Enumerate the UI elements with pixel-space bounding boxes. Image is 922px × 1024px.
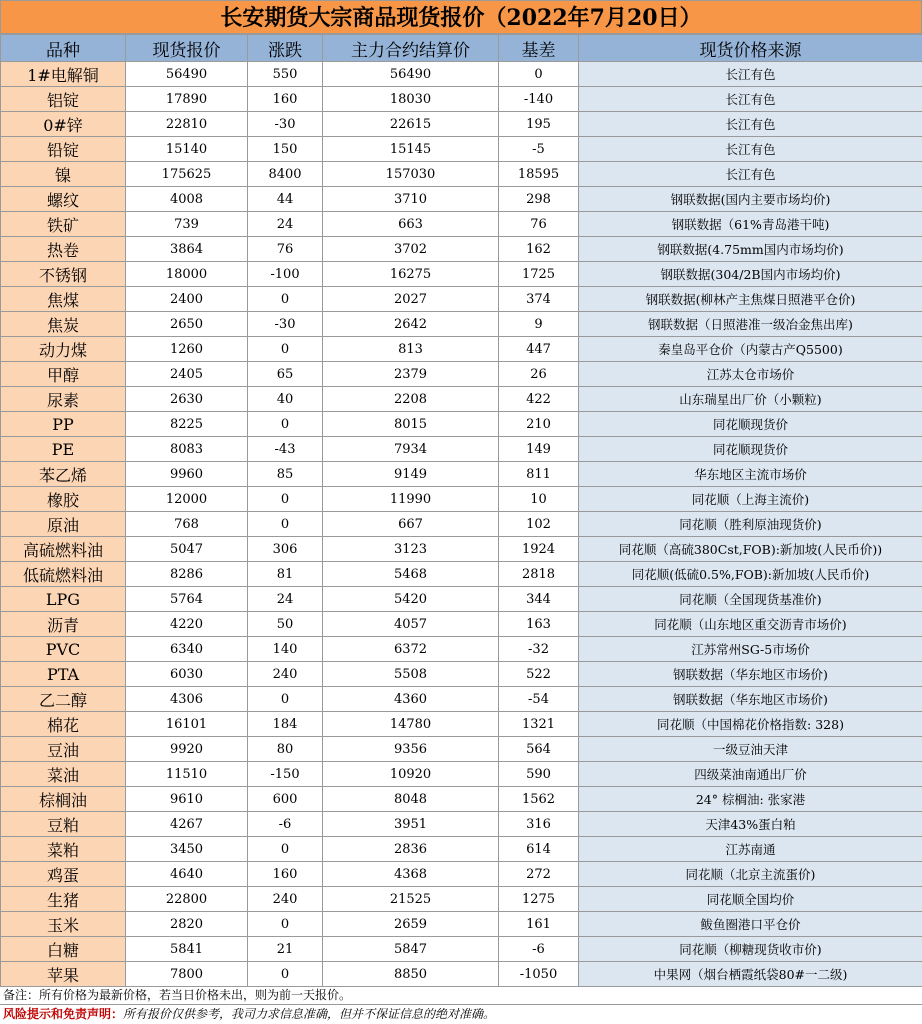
spot-price-cell: 2630 <box>126 387 248 412</box>
source-cell: 同花顺（上海主流价) <box>579 487 922 512</box>
settle-price-cell: 2642 <box>323 312 499 337</box>
table-row <box>1 862 922 887</box>
table-row <box>1 512 922 537</box>
change-cell: 160 <box>248 87 323 112</box>
table-row <box>1 712 922 737</box>
table-row <box>1 287 922 312</box>
spot-price-cell: 56490 <box>126 62 248 87</box>
spot-price-cell: 22810 <box>126 112 248 137</box>
change-cell: -100 <box>248 262 323 287</box>
settle-price-cell: 2379 <box>323 362 499 387</box>
spot-price-cell: 17890 <box>126 87 248 112</box>
source-cell: 中果网（烟台栖霞纸袋80#一二级) <box>579 962 922 987</box>
basis-cell: -1050 <box>499 962 579 987</box>
variety-cell: 玉米 <box>1 912 126 937</box>
source-cell: 长江有色 <box>579 162 922 187</box>
source-cell: 秦皇岛平仓价（内蒙古产Q5500) <box>579 337 922 362</box>
basis-cell: 447 <box>499 337 579 362</box>
spot-price-cell: 15140 <box>126 137 248 162</box>
variety-cell: 沥青 <box>1 612 126 637</box>
source-cell: 同花顺（北京主流蛋价) <box>579 862 922 887</box>
basis-cell: 102 <box>499 512 579 537</box>
change-cell: 0 <box>248 412 323 437</box>
change-cell: 80 <box>248 737 323 762</box>
basis-cell: -32 <box>499 637 579 662</box>
basis-cell: 374 <box>499 287 579 312</box>
change-cell: 0 <box>248 512 323 537</box>
spot-price-cell: 16101 <box>126 712 248 737</box>
table-row <box>1 787 922 812</box>
spot-price-cell: 7800 <box>126 962 248 987</box>
basis-cell: 272 <box>499 862 579 887</box>
table-row <box>1 537 922 562</box>
change-cell: -30 <box>248 312 323 337</box>
change-cell: 0 <box>248 837 323 862</box>
source-cell: 钢联数据（日照港准一级冶金焦出库) <box>579 312 922 337</box>
basis-cell: -140 <box>499 87 579 112</box>
settle-price-cell: 7934 <box>323 437 499 462</box>
settle-price-cell: 3710 <box>323 187 499 212</box>
basis-cell: 564 <box>499 737 579 762</box>
basis-cell: 210 <box>499 412 579 437</box>
table-row <box>1 212 922 237</box>
settle-price-cell: 9356 <box>323 737 499 762</box>
table-row <box>1 87 922 112</box>
change-cell: 24 <box>248 212 323 237</box>
source-cell: 长江有色 <box>579 62 922 87</box>
spot-price-cell: 4640 <box>126 862 248 887</box>
variety-cell: 甲醇 <box>1 362 126 387</box>
spot-price-cell: 11510 <box>126 762 248 787</box>
source-cell: 钢联数据(国内主要市场均价) <box>579 187 922 212</box>
change-cell: 21 <box>248 937 323 962</box>
change-cell: 0 <box>248 962 323 987</box>
source-cell: 山东瑞星出厂价（小颗粒) <box>579 387 922 412</box>
table-row <box>1 762 922 787</box>
spot-price-cell: 2820 <box>126 912 248 937</box>
source-cell: 同花顺（柳糖现货收市价) <box>579 937 922 962</box>
change-cell: 160 <box>248 862 323 887</box>
basis-cell: 1275 <box>499 887 579 912</box>
source-cell: 长江有色 <box>579 137 922 162</box>
settle-price-cell: 22615 <box>323 112 499 137</box>
source-cell: 钢联数据（华东地区市场价) <box>579 687 922 712</box>
settle-price-cell: 5508 <box>323 662 499 687</box>
change-cell: -43 <box>248 437 323 462</box>
spot-price-cell: 175625 <box>126 162 248 187</box>
source-cell: 同花顺（胜利原油现货价) <box>579 512 922 537</box>
header-price-source: 现货价格来源 <box>579 35 922 62</box>
basis-cell: 590 <box>499 762 579 787</box>
notes <box>0 987 922 1023</box>
spot-price-cell: 739 <box>126 212 248 237</box>
settle-price-cell: 18030 <box>323 87 499 112</box>
basis-cell: 26 <box>499 362 579 387</box>
variety-cell: 1#电解铜 <box>1 62 126 87</box>
change-cell: 24 <box>248 587 323 612</box>
source-cell: 一级豆油天津 <box>579 737 922 762</box>
change-cell: 44 <box>248 187 323 212</box>
change-cell: 150 <box>248 137 323 162</box>
variety-cell: 铝锭 <box>1 87 126 112</box>
price-table <box>0 34 922 987</box>
variety-cell: 0#锌 <box>1 112 126 137</box>
risk-label: 风险提示和免责声明： <box>3 1007 124 1021</box>
spot-price-cell: 4306 <box>126 687 248 712</box>
source-cell: 天津43%蛋白粕 <box>579 812 922 837</box>
change-cell: 0 <box>248 912 323 937</box>
basis-cell: 344 <box>499 587 579 612</box>
spot-price-cell: 4220 <box>126 612 248 637</box>
source-cell: 24° 棕榈油: 张家港 <box>579 787 922 812</box>
basis-cell: 2818 <box>499 562 579 587</box>
settle-price-cell: 2208 <box>323 387 499 412</box>
table-row <box>1 112 922 137</box>
variety-cell: 热卷 <box>1 237 126 262</box>
change-cell: 306 <box>248 537 323 562</box>
settle-price-cell: 16275 <box>323 262 499 287</box>
spot-price-cell: 2405 <box>126 362 248 387</box>
settle-price-cell: 56490 <box>323 62 499 87</box>
table-row <box>1 912 922 937</box>
basis-cell: 811 <box>499 462 579 487</box>
table-row <box>1 187 922 212</box>
source-cell: 钢联数据(4.75mm国内市场均价) <box>579 237 922 262</box>
spot-price-cell: 3450 <box>126 837 248 862</box>
variety-cell: 低硫燃料油 <box>1 562 126 587</box>
header-spot-price: 现货报价 <box>126 35 248 62</box>
change-cell: 240 <box>248 662 323 687</box>
spot-price-cell: 768 <box>126 512 248 537</box>
table-row <box>1 887 922 912</box>
variety-cell: PP <box>1 412 126 437</box>
change-cell: 600 <box>248 787 323 812</box>
basis-cell: 422 <box>499 387 579 412</box>
variety-cell: 橡胶 <box>1 487 126 512</box>
change-cell: -30 <box>248 112 323 137</box>
variety-cell: 棕榈油 <box>1 787 126 812</box>
spot-price-cell: 9920 <box>126 737 248 762</box>
table-row <box>1 262 922 287</box>
header-variety: 品种 <box>1 35 126 62</box>
change-cell: 184 <box>248 712 323 737</box>
variety-cell: 菜油 <box>1 762 126 787</box>
table-row <box>1 962 922 987</box>
settle-price-cell: 4360 <box>323 687 499 712</box>
change-cell: 50 <box>248 612 323 637</box>
settle-price-cell: 10920 <box>323 762 499 787</box>
change-cell: 85 <box>248 462 323 487</box>
settle-price-cell: 5468 <box>323 562 499 587</box>
variety-cell: 焦炭 <box>1 312 126 337</box>
spot-price-cell: 5047 <box>126 537 248 562</box>
basis-cell: -6 <box>499 937 579 962</box>
variety-cell: 铅锭 <box>1 137 126 162</box>
variety-cell: 不锈钢 <box>1 262 126 287</box>
table-body <box>1 62 922 987</box>
spot-price-cell: 3864 <box>126 237 248 262</box>
settle-price-cell: 4368 <box>323 862 499 887</box>
table-row <box>1 462 922 487</box>
source-cell: 江苏太仓市场价 <box>579 362 922 387</box>
change-cell: 240 <box>248 887 323 912</box>
source-cell: 同花顺全国均价 <box>579 887 922 912</box>
settle-price-cell: 8015 <box>323 412 499 437</box>
source-cell: 钢联数据（华东地区市场价) <box>579 662 922 687</box>
table-row <box>1 437 922 462</box>
change-cell: 0 <box>248 337 323 362</box>
table-row <box>1 312 922 337</box>
table-row <box>1 837 922 862</box>
spot-price-cell: 6340 <box>126 637 248 662</box>
risk-note <box>0 1005 922 1023</box>
table-row <box>1 637 922 662</box>
source-cell: 同花顺（高硫380Cst,FOB):新加坡(人民币价)) <box>579 537 922 562</box>
source-cell: 江苏南通 <box>579 837 922 862</box>
remark-note: 备注：所有价格为最新价格，若当日价格未出，则为前一天报价。 <box>0 987 922 1005</box>
settle-price-cell: 14780 <box>323 712 499 737</box>
table-row <box>1 487 922 512</box>
settle-price-cell: 2027 <box>323 287 499 312</box>
variety-cell: 螺纹 <box>1 187 126 212</box>
variety-cell: 棉花 <box>1 712 126 737</box>
table-header-row <box>1 35 922 62</box>
basis-cell: 1321 <box>499 712 579 737</box>
variety-cell: 鸡蛋 <box>1 862 126 887</box>
source-cell: 四级菜油南通出厂价 <box>579 762 922 787</box>
spot-price-cell: 12000 <box>126 487 248 512</box>
variety-cell: 原油 <box>1 512 126 537</box>
change-cell: 550 <box>248 62 323 87</box>
change-cell: 8400 <box>248 162 323 187</box>
source-cell: 鲅鱼圈港口平仓价 <box>579 912 922 937</box>
basis-cell: 1562 <box>499 787 579 812</box>
change-cell: 65 <box>248 362 323 387</box>
table-row <box>1 587 922 612</box>
settle-price-cell: 8048 <box>323 787 499 812</box>
basis-cell: -5 <box>499 137 579 162</box>
basis-cell: 10 <box>499 487 579 512</box>
spot-price-cell: 5764 <box>126 587 248 612</box>
change-cell: 140 <box>248 637 323 662</box>
basis-cell: 195 <box>499 112 579 137</box>
settle-price-cell: 21525 <box>323 887 499 912</box>
source-cell: 同花顺（全国现货基准价) <box>579 587 922 612</box>
settle-price-cell: 8850 <box>323 962 499 987</box>
table-row <box>1 662 922 687</box>
settle-price-cell: 2836 <box>323 837 499 862</box>
source-cell: 同花顺现货价 <box>579 437 922 462</box>
variety-cell: LPG <box>1 587 126 612</box>
change-cell: 40 <box>248 387 323 412</box>
settle-price-cell: 5847 <box>323 937 499 962</box>
source-cell: 同花顺（山东地区重交沥青市场价) <box>579 612 922 637</box>
change-cell: 0 <box>248 687 323 712</box>
variety-cell: PVC <box>1 637 126 662</box>
variety-cell: PTA <box>1 662 126 687</box>
variety-cell: 动力煤 <box>1 337 126 362</box>
basis-cell: 1725 <box>499 262 579 287</box>
settle-price-cell: 667 <box>323 512 499 537</box>
basis-cell: 0 <box>499 62 579 87</box>
spot-price-cell: 2650 <box>126 312 248 337</box>
variety-cell: 乙二醇 <box>1 687 126 712</box>
basis-cell: -54 <box>499 687 579 712</box>
spot-price-cell: 8083 <box>126 437 248 462</box>
spot-price-cell: 22800 <box>126 887 248 912</box>
table-row <box>1 387 922 412</box>
source-cell: 华东地区主流市场价 <box>579 462 922 487</box>
table-row <box>1 237 922 262</box>
settle-price-cell: 157030 <box>323 162 499 187</box>
variety-cell: 高硫燃料油 <box>1 537 126 562</box>
basis-cell: 161 <box>499 912 579 937</box>
spot-price-cell: 9960 <box>126 462 248 487</box>
table-row <box>1 412 922 437</box>
variety-cell: PE <box>1 437 126 462</box>
settle-price-cell: 3123 <box>323 537 499 562</box>
settle-price-cell: 2659 <box>323 912 499 937</box>
table-row <box>1 162 922 187</box>
variety-cell: 铁矿 <box>1 212 126 237</box>
variety-cell: 镍 <box>1 162 126 187</box>
spot-price-cell: 8225 <box>126 412 248 437</box>
variety-cell: 尿素 <box>1 387 126 412</box>
settle-price-cell: 15145 <box>323 137 499 162</box>
risk-text: 所有报价仅供参考，我司力求信息准确，但并不保证信息的绝对准确。 <box>123 1007 496 1021</box>
source-cell: 同花顺（中国棉花价格指数: 328) <box>579 712 922 737</box>
basis-cell: 18595 <box>499 162 579 187</box>
variety-cell: 菜粕 <box>1 837 126 862</box>
settle-price-cell: 813 <box>323 337 499 362</box>
settle-price-cell: 4057 <box>323 612 499 637</box>
header-settle-price: 主力合约结算价 <box>323 35 499 62</box>
basis-cell: 298 <box>499 187 579 212</box>
variety-cell: 白糖 <box>1 937 126 962</box>
change-cell: 0 <box>248 487 323 512</box>
header-basis: 基差 <box>499 35 579 62</box>
change-cell: 0 <box>248 287 323 312</box>
settle-price-cell: 663 <box>323 212 499 237</box>
table-row <box>1 687 922 712</box>
spot-price-cell: 1260 <box>126 337 248 362</box>
source-cell: 长江有色 <box>579 112 922 137</box>
spot-price-cell: 4008 <box>126 187 248 212</box>
spot-price-cell: 4267 <box>126 812 248 837</box>
basis-cell: 149 <box>499 437 579 462</box>
spot-price-cell: 9610 <box>126 787 248 812</box>
table-row <box>1 937 922 962</box>
table-row <box>1 137 922 162</box>
source-cell: 江苏常州SG-5市场价 <box>579 637 922 662</box>
basis-cell: 163 <box>499 612 579 637</box>
basis-cell: 614 <box>499 837 579 862</box>
spot-price-cell: 2400 <box>126 287 248 312</box>
spot-price-cell: 18000 <box>126 262 248 287</box>
table-row <box>1 612 922 637</box>
variety-cell: 豆油 <box>1 737 126 762</box>
settle-price-cell: 6372 <box>323 637 499 662</box>
table-row <box>1 62 922 87</box>
variety-cell: 苯乙烯 <box>1 462 126 487</box>
settle-price-cell: 11990 <box>323 487 499 512</box>
settle-price-cell: 5420 <box>323 587 499 612</box>
sheet-title: 长安期货大宗商品现货报价（2022年7月20日） <box>0 0 922 34</box>
basis-cell: 522 <box>499 662 579 687</box>
source-cell: 钢联数据（61%青岛港干吨) <box>579 212 922 237</box>
table-row <box>1 337 922 362</box>
basis-cell: 1924 <box>499 537 579 562</box>
settle-price-cell: 9149 <box>323 462 499 487</box>
change-cell: -150 <box>248 762 323 787</box>
spot-price-cell: 5841 <box>126 937 248 962</box>
header-change: 涨跌 <box>248 35 323 62</box>
table-row <box>1 362 922 387</box>
variety-cell: 豆粕 <box>1 812 126 837</box>
variety-cell: 生猪 <box>1 887 126 912</box>
source-cell: 钢联数据(柳林产主焦煤日照港平仓价) <box>579 287 922 312</box>
basis-cell: 9 <box>499 312 579 337</box>
settle-price-cell: 3702 <box>323 237 499 262</box>
source-cell: 钢联数据(304/2B国内市场均价) <box>579 262 922 287</box>
spot-price-cell: 8286 <box>126 562 248 587</box>
settle-price-cell: 3951 <box>323 812 499 837</box>
table-row <box>1 737 922 762</box>
change-cell: -6 <box>248 812 323 837</box>
source-cell: 长江有色 <box>579 87 922 112</box>
variety-cell: 苹果 <box>1 962 126 987</box>
basis-cell: 76 <box>499 212 579 237</box>
spot-price-cell: 6030 <box>126 662 248 687</box>
source-cell: 同花顺现货价 <box>579 412 922 437</box>
change-cell: 81 <box>248 562 323 587</box>
change-cell: 76 <box>248 237 323 262</box>
basis-cell: 162 <box>499 237 579 262</box>
basis-cell: 316 <box>499 812 579 837</box>
source-cell: 同花顺(低硫0.5%,FOB):新加坡(人民币价) <box>579 562 922 587</box>
variety-cell: 焦煤 <box>1 287 126 312</box>
table-row <box>1 812 922 837</box>
table-row <box>1 562 922 587</box>
